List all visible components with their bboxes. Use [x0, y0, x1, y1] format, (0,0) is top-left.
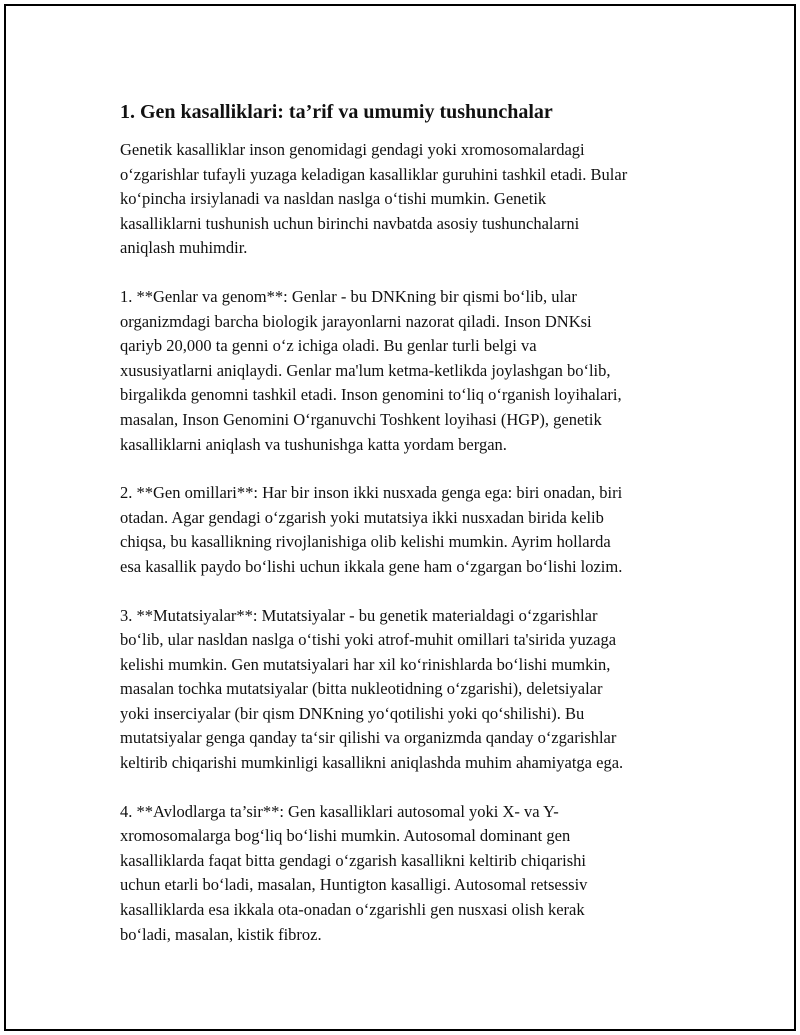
- intro-paragraph: Genetik kasalliklar inson genomidagi gendagi yoki xromosomalardagi o‘zgarishlar tufayli yuzaga keladigan kasalliklar guruhini tashkil etadi. Bular ko‘pincha irsiylanadi va nasldan naslga o‘tishi mumkin. Genetik kasalliklarni tushunish uchun birinchi navbatda asosiy tushunchalarni aniqlash muhimdir.: [120, 140, 628, 258]
- page-frame: [4, 4, 796, 1031]
- document-title: 1. Gen kasalliklari: ta’rif va umumiy tushunchalar: [120, 101, 553, 123]
- paragraph-genlar-va-genom: 1. **Genlar va genom**: Genlar - bu DNKning bir qismi bo‘lib, ular organizmdagi barcha biologik jarayonlarni nazorat qiladi. Inson DNKsi qariyb 20,000 ta genni o‘z ichiga oladi. Bu genlar turli belgi va xususiyatlarni aniqlaydi. Genlar ma'lum ketma-ketlikda joylashgan bo‘lib, birgalikda genomni tashkil etadi. Inson genomini to‘liq o‘rganish loyihalari, masalan, Inson Genomini O‘rganuvchi Toshkent loyihasi (HGP), genetik kasalliklarni aniqlash va tushunishga katta yordam bergan.: [120, 286, 622, 454]
- paragraph-mutatsiyalar: 3. **Mutatsiyalar**: Mutatsiyalar - bu genetik materialdagi o‘zgarishlar bo‘lib, ular nasldan naslga o‘tishi yoki atrof-muhit omillari ta'sirida yuzaga kelishi mumkin. Gen mutatsiyalari har xil ko‘rinishlarda bo‘lishi mumkin, masalan tochka mutatsiyalar (bitta nukleotidning o‘zgarishi), deletsiyalar yoki inserciyalar (bir qism DNKning yo‘qotilishi yoki qo‘shilishi). Bu mutatsiyalar genga qanday ta‘sir qilishi va organizmda qanday o‘zgarishlar keltirib chiqarishi mumkinligi kasallikni aniqlashda muhim ahamiyatga ega.: [120, 605, 624, 773]
- document-body: [120, 98, 700, 971]
- paragraph-avlodlarga-tasir: 4. **Avlodlarga ta’sir**: Gen kasalliklari autosomal yoki X- va Y- xromosomalarga bog‘liq bo‘lishi mumkin. Autosomal dominant gen kasalliklarda faqat bitta gendagi o‘zgarish kasallikni keltirib chiqarishi uchun etarli bo‘ladi, masalan, Huntigton kasalligi. Autosomal retsessiv kasalliklarda esa ikkala ota-onadan o‘zgarishli gen nusxasi olish kerak bo‘ladi, masalan, kistik fibroz.: [120, 801, 588, 944]
- paragraph-gen-omillari: 2. **Gen omillari**: Har bir inson ikki nusxada genga ega: biri onadan, biri otadan. Agar gendagi o‘zgarish yoki mutatsiya ikki nusxadan birida kelib chiqsa, bu kasallikning rivojlanishiga olib kelishi mumkin. Ayrim hollarda esa kasallik paydo bo‘lishi uchun ikkala gene ham o‘zgargan bo‘lishi lozim.: [120, 483, 623, 576]
